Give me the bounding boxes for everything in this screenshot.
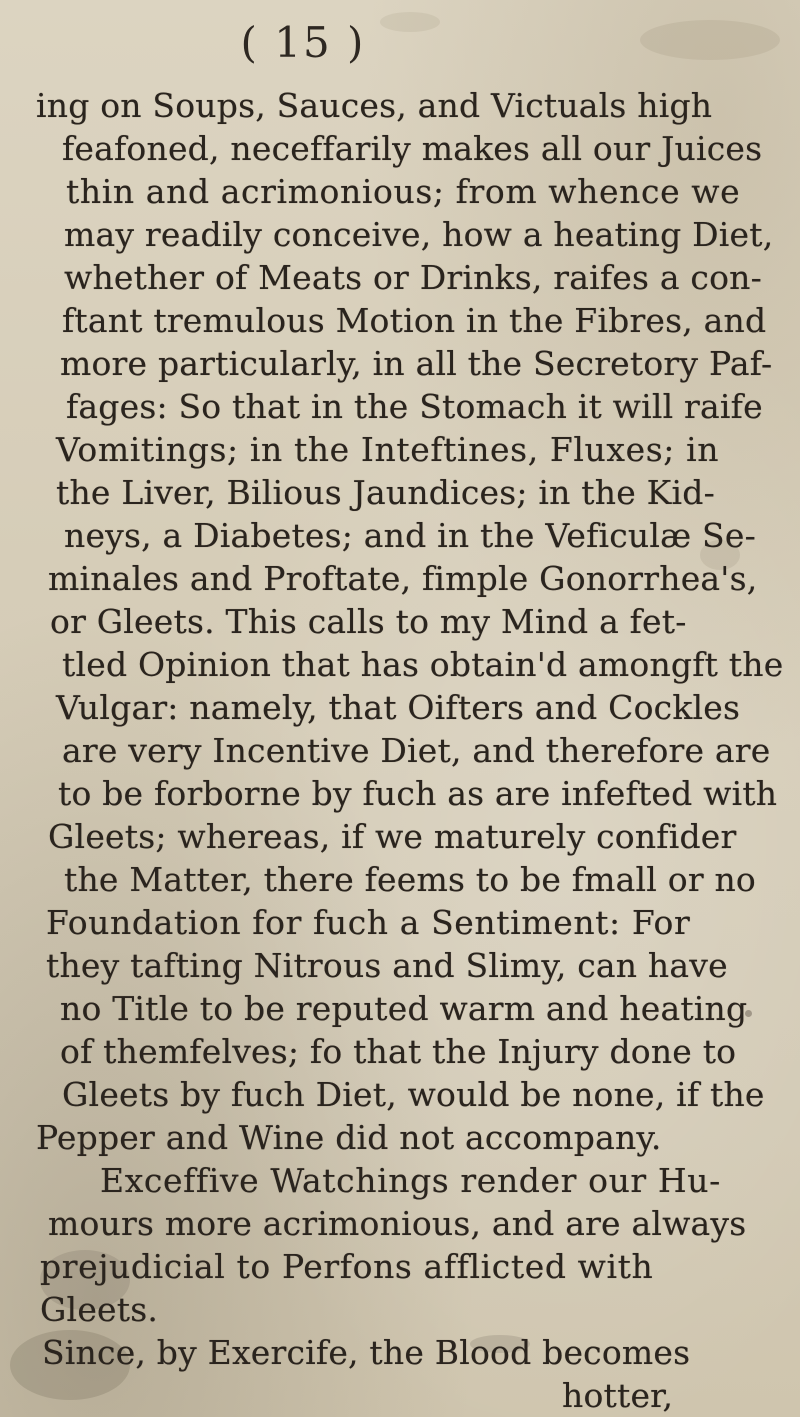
text-line: Gleets; whereas, if we maturely confider (48, 817, 737, 856)
text-line: Foundation for fuch a Sentiment: For (46, 903, 691, 942)
page-number: ( 15 ) (240, 18, 366, 67)
text-line: ing on Soups, Sauces, and Victuals high (36, 86, 713, 125)
text-line: more particularly, in all the Secretory Paf- (60, 344, 773, 383)
text-line: Pepper and Wine did not accompany. (36, 1118, 662, 1157)
text-line: tled Opinion that has obtain'd amongft the (62, 645, 784, 684)
text-line: thin and acrimonious; from whence we (66, 172, 741, 211)
text-line: Since, by Exercife, the Blood becomes (42, 1333, 691, 1372)
text-line: they tafting Nitrous and Slimy, can have (46, 946, 728, 985)
text-line: the Matter, there feems to be fmall or no (64, 860, 756, 899)
text-line: minales and Proftate, fimple Gonorrhea's, (48, 559, 758, 598)
text-line: Vulgar: namely, that Oifters and Cockles (56, 688, 741, 727)
text-line: of themfelves; fo that the Injury done to (60, 1032, 737, 1071)
text-line: feafoned, neceffarily makes all our Juices (62, 129, 763, 168)
text-line: to be forborne by fuch as are infefted with (58, 774, 778, 813)
text-line: mours more acrimonious, and are always (48, 1204, 747, 1243)
text-line: neys, a Diabetes; and in the Veficulæ Se- (64, 516, 756, 555)
text-line: prejudicial to Perfons afflicted with (40, 1247, 654, 1286)
text-line: fages: So that in the Stomach it will raife (66, 387, 763, 426)
text-line: or Gleets. This calls to my Mind a fet- (50, 602, 687, 641)
text-line: no Title to be reputed warm and heating (60, 989, 748, 1028)
text-line: the Liver, Bilious Jaundices; in the Kid- (56, 473, 715, 512)
text-line: ftant tremulous Motion in the Fibres, and (62, 301, 767, 340)
text-line: Gleets by fuch Diet, would be none, if the (62, 1075, 765, 1114)
text-line: may readily conceive, how a heating Diet, (64, 215, 774, 254)
text-line: whether of Meats or Drinks, raifes a con- (64, 258, 762, 297)
text-line: hotter, (562, 1376, 674, 1415)
text-line: Exceffive Watchings render our Hu- (100, 1161, 721, 1200)
text-line: Gleets. (40, 1290, 159, 1329)
text-line: are very Incentive Diet, and therefore are (62, 731, 771, 770)
text-line: Vomitings; in the Inteftines, Fluxes; in (56, 430, 720, 469)
